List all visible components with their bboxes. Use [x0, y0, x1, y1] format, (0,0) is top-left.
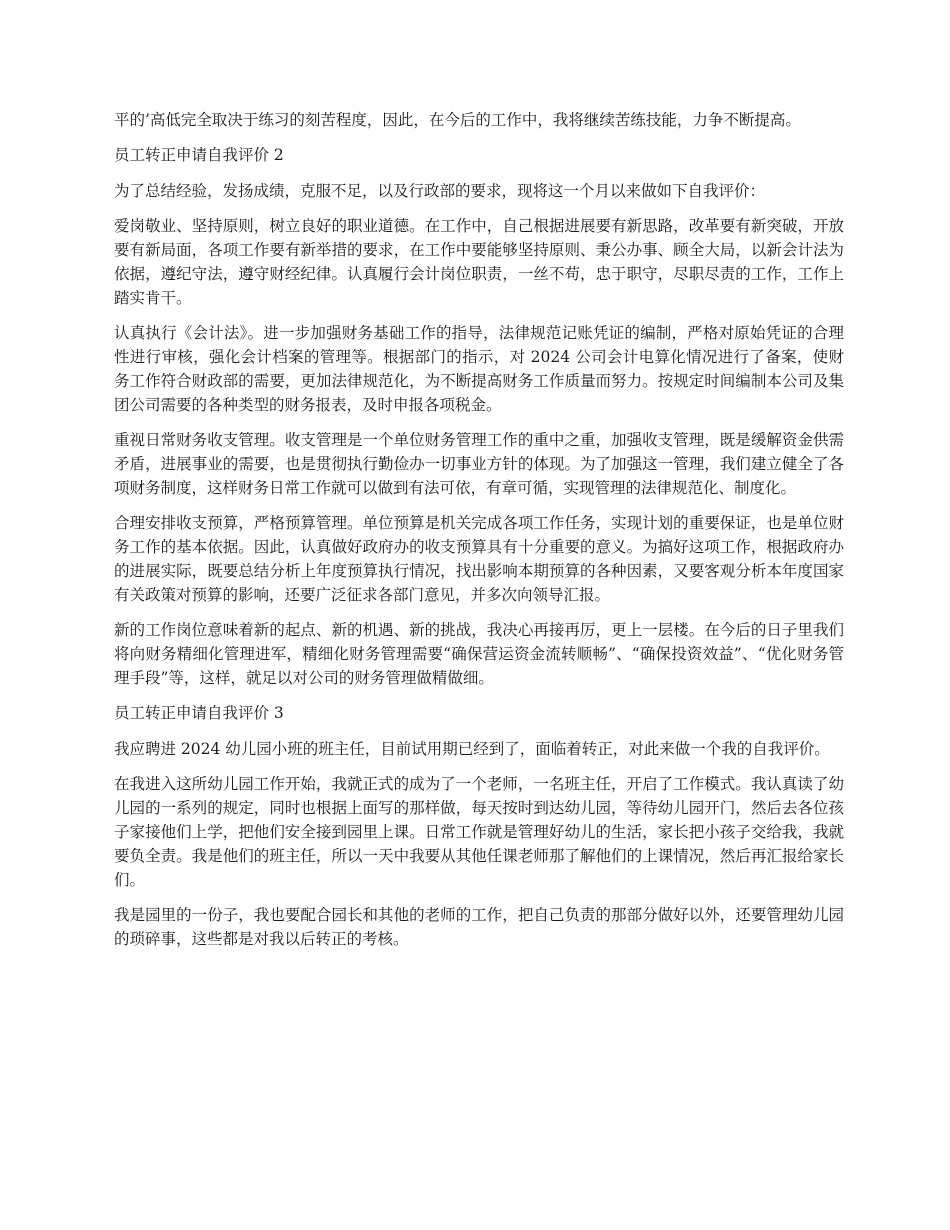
paragraph: 为了总结经验，发扬成绩，克服不足，以及行政部的要求，现将这一个月以来做如下自我评价： — [114, 182, 766, 200]
paragraph: 重视日常财务收支管理。收支管理是一个单位财务管理工作的重中之重，加强收支管理，既是缓解资金供需矛盾，进展事业的需要，也是贯彻执行勤俭办一切事业方针的体现。为了加强这一管理，我们建立健全了各项财务制度，这样财务日常工作就可以做到有法可依，有章可循，实现管理的法律规范化、制度化。 — [114, 431, 844, 497]
section-heading-2: 员工转正申请自我评价 2 — [114, 146, 284, 164]
paragraph: 爱岗敬业、坚持原则，树立良好的职业道德。在工作中，自己根据进展要有新思路，改革要有新突破，开放要有新局面，各项工作要有新举措的要求，在工作中要能够坚持原则、秉公办事、顾全大局，以新会计法为依据，遵纪守法，遵守财经纪律。认真履行会计岗位职责，一丝不苟，忠于职守，尽职尽责的工作，工作上踏实肯干。 — [114, 217, 844, 307]
paragraph: 在我进入这所幼儿园工作开始，我就正式的成为了一个老师，一名班主任，开启了工作模式。我认真读了幼儿园的一系列的规定，同时也根据上面写的那样做，每天按时到达幼儿园，等待幼儿园开门，然后去各位孩子家接他们上学，把他们安全接到园里上课。日常工作就是管理好幼儿的生活，家长把小孩子交给我，我就要负全责。我是他们的班主任，所以一天中我要从其他任课老师那了解他们的上课情况，然后再汇报给家长们。 — [114, 775, 844, 889]
paragraph: 我应聘进 2024 幼儿园小班的班主任，目前试用期已经到了，面临着转正，对此来做一个我的自我评价。 — [114, 740, 830, 758]
paragraph: 合理安排收支预算，严格预算管理。单位预算是机关完成各项工作任务，实现计划的重要保证，也是单位财务工作的基本依据。因此，认真做好政府办的收支预算具有十分重要的意义。为搞好这项工作，根据政府办的进展实际，既要总结分析上年度预算执行情况，找出影响本期预算的各种因素，又要客观分析本年度国家有关政策对预算的影响，还要广泛征求各部门意见，并多次向领导汇报。 — [114, 514, 844, 604]
document-body — [114, 108, 844, 962]
paragraph: 认真执行《会计法》。进一步加强财务基础工作的指导，法律规范记账凭证的编制，严格对原始凭证的合理性进行审核，强化会计档案的管理等。根据部门的指示，对 2024 公司会计电算化情况进行了备案，使财务工作符合财政部的需要，更加法律规范化，为不断提高财务工作质量而努力。按规定时间编制本公司及集团公司需要的各种类型的财务报表，及时申报各项税金。 — [114, 324, 844, 414]
paragraph: 新的工作岗位意味着新的起点、新的机遇、新的挑战，我决心再接再厉，更上一层楼。在今后的日子里我们将向财务精细化管理进军，精细化财务管理需要“确保营运资金流转顺畅”、“确保投资效益”、“优化财务管理手段”等，这样，就足以对公司的财务管理做精做细。 — [114, 621, 844, 687]
paragraph: 我是园里的一份子，我也要配合园长和其他的老师的工作，把自己负责的那部分做好以外，还要管理幼儿园的琐碎事，这些都是对我以后转正的考核。 — [114, 906, 844, 948]
section-heading-3: 员工转正申请自我评价 3 — [114, 704, 284, 722]
paragraph-intro-continuation: 平的’高低完全取决于练习的刻苦程度，因此，在今后的工作中，我将继续苦练技能，力争不断提高。 — [114, 111, 801, 129]
